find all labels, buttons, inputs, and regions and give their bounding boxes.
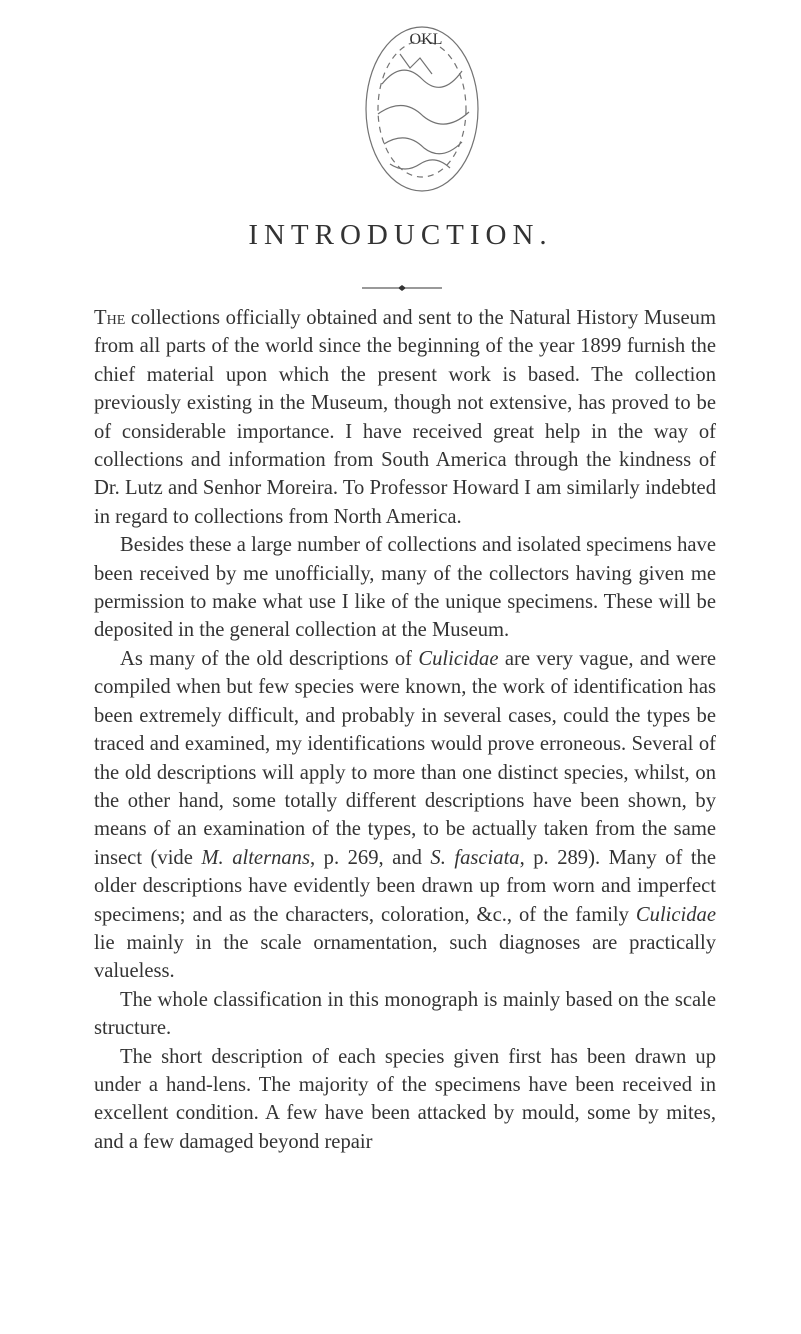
paragraph-4: The whole classification in this monograph is mainly based on the scale structure. <box>94 988 716 1040</box>
paragraph-1: The collections officially obtained and sent to the Natural History Museum from all parts of the world since the beginning of the year 1899 furnish the chief material upon which the present work is based. The collection previously existing in the Museum, though not extensive, has proved to be of considerable importance. I have received great help in the way of collections and information from South America through the kindness of Dr. Lutz and Senhor Moreira. To Professor Howard I am similarly indebted in regard to collections from North America. <box>94 307 716 528</box>
paragraph-2: Besides these a large number of collections and isolated specimens have been received by me unofficially, many of the collectors having given me permission to make what use I like of the unique specimens. These will be deposited in the general collection at the Museum. <box>94 534 716 642</box>
paragraph-5: The short description of each species given first has been drawn up under a hand-lens. The majority of the specimens have been received in excellent condition. A few have been attacked by mould, some by mites, and a few damaged beyond repair <box>94 1045 716 1153</box>
body-text <box>94 304 716 1156</box>
paragraph-3: As many of the old descriptions of Culicidae are very vague, and were compiled when but few species were known, the work of identification has been extremely difficult, and probably in several cases, could the types be traced and examined, my identifications would prove erroneous. Several of the old descriptions will apply to more than one distinct species, whilst, on the other hand, some totally different descriptions have been shown, by means of an examination of the types, to be actually taken from the same insect (vide M. alternans, p. 269, and S. fasciata, p. 289). Many of the older descriptions have evidently been drawn up from worn and imperfect specimens; and as the characters, coloration, &c., of the family Culicidae lie mainly in the scale ornamentation, such diagnoses are practically valueless. <box>94 647 717 983</box>
lead-word: The <box>94 307 126 329</box>
title-divider <box>362 284 442 292</box>
library-stamp-icon <box>360 14 490 204</box>
svg-text:OKL: OKL <box>409 31 443 48</box>
page-title: INTRODUCTION. <box>248 219 553 251</box>
